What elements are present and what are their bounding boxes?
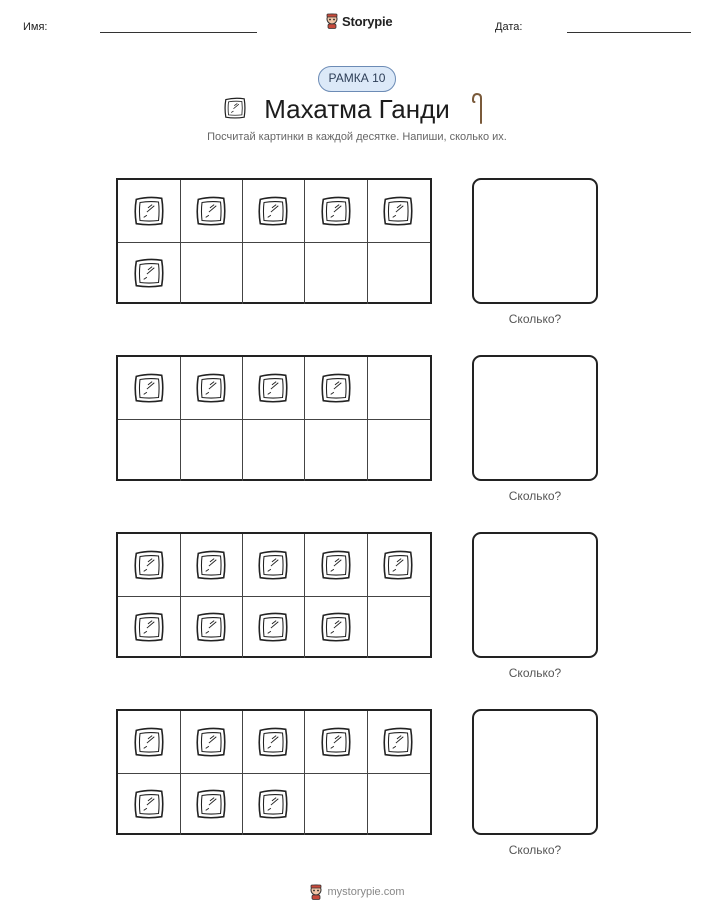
brand-logo bbox=[325, 13, 392, 29]
walking-stick-icon bbox=[470, 92, 484, 124]
glass-square-icon bbox=[318, 547, 354, 583]
ten-frame-cell bbox=[367, 357, 430, 420]
ten-frame-cell bbox=[118, 772, 181, 835]
glass-square-icon bbox=[193, 724, 229, 760]
ten-frame-cell bbox=[242, 241, 305, 304]
ten-frame-cell bbox=[242, 418, 305, 481]
ten-frame-cell bbox=[367, 180, 430, 243]
brand-name: Storypie bbox=[342, 13, 393, 29]
ten-frame-cell bbox=[367, 711, 430, 774]
glass-square-icon bbox=[380, 724, 416, 760]
ten-frame-cell bbox=[118, 241, 181, 304]
glass-square-icon bbox=[131, 547, 167, 583]
glass-square-icon bbox=[193, 370, 229, 406]
ten-frame bbox=[116, 178, 432, 304]
ten-frame-cell bbox=[118, 711, 181, 774]
glass-square-icon bbox=[193, 609, 229, 645]
glass-square-icon bbox=[131, 193, 167, 229]
glass-square-icon bbox=[380, 547, 416, 583]
glass-square-icon bbox=[255, 547, 291, 583]
ten-frame-cell bbox=[305, 357, 368, 420]
answer-box[interactable] bbox=[472, 355, 598, 481]
ten-frame bbox=[116, 532, 432, 658]
glass-square-icon bbox=[380, 193, 416, 229]
ten-frame-cell bbox=[305, 711, 368, 774]
glass-square-icon bbox=[131, 255, 167, 291]
ten-frame-cell bbox=[180, 595, 243, 658]
glass-square-icon bbox=[131, 370, 167, 406]
ten-frame-cell bbox=[118, 418, 181, 481]
glass-square-icon bbox=[255, 193, 291, 229]
frame-type-badge: РАМКА 10 bbox=[318, 66, 396, 92]
answer-box[interactable] bbox=[472, 178, 598, 304]
ten-frame-cell bbox=[367, 595, 430, 658]
worksheet-header bbox=[0, 0, 714, 50]
ten-frame-cell bbox=[180, 357, 243, 420]
ten-frame-cell bbox=[242, 534, 305, 597]
glass-square-icon bbox=[193, 547, 229, 583]
ten-frame-cell bbox=[242, 772, 305, 835]
title-row bbox=[0, 92, 714, 128]
ten-frame-cell bbox=[180, 180, 243, 243]
glass-square-icon bbox=[131, 786, 167, 822]
ten-frame-cell bbox=[305, 534, 368, 597]
ten-frame-cell bbox=[242, 595, 305, 658]
answer-label: Сколько? bbox=[508, 489, 562, 503]
glass-square-icon bbox=[255, 786, 291, 822]
glass-square-icon bbox=[193, 193, 229, 229]
ten-frame-cell bbox=[118, 180, 181, 243]
ten-frame-cell bbox=[118, 357, 181, 420]
glass-square-icon bbox=[255, 724, 291, 760]
glass-square-icon bbox=[318, 724, 354, 760]
ten-frame-cell bbox=[367, 418, 430, 481]
glass-square-icon bbox=[255, 609, 291, 645]
date-label: Дата: bbox=[495, 21, 523, 33]
storypie-mascot-icon bbox=[325, 13, 339, 29]
name-label: Имя: bbox=[23, 21, 48, 33]
answer-label: Сколько? bbox=[508, 666, 562, 680]
ten-frame-cell bbox=[180, 534, 243, 597]
ten-frame-cell bbox=[305, 418, 368, 481]
ten-frame-cell bbox=[367, 772, 430, 835]
ten-frame-cell bbox=[367, 534, 430, 597]
answer-box[interactable] bbox=[472, 532, 598, 658]
answer-label: Сколько? bbox=[508, 843, 562, 857]
ten-frame-cell bbox=[305, 241, 368, 304]
glass-square-icon bbox=[318, 193, 354, 229]
ten-frame-cell bbox=[305, 180, 368, 243]
glass-square-icon bbox=[222, 95, 248, 121]
glass-square-icon bbox=[318, 609, 354, 645]
ten-frame bbox=[116, 709, 432, 835]
answer-box[interactable] bbox=[472, 709, 598, 835]
footer-url: mystorypie.com bbox=[327, 886, 405, 898]
ten-frame-cell bbox=[305, 772, 368, 835]
glass-square-icon bbox=[318, 370, 354, 406]
name-write-line[interactable] bbox=[100, 32, 257, 33]
ten-frame-cell bbox=[242, 711, 305, 774]
ten-frame-cell bbox=[118, 595, 181, 658]
glass-square-icon bbox=[193, 786, 229, 822]
ten-frame-cell bbox=[180, 241, 243, 304]
glass-square-icon bbox=[255, 370, 291, 406]
glass-square-icon bbox=[131, 609, 167, 645]
ten-frame-cell bbox=[242, 180, 305, 243]
date-write-line[interactable] bbox=[567, 32, 691, 33]
ten-frame-cell bbox=[180, 711, 243, 774]
ten-frame-cell bbox=[180, 418, 243, 481]
ten-frame-cell bbox=[180, 772, 243, 835]
storypie-mascot-icon bbox=[309, 884, 323, 900]
ten-frame bbox=[116, 355, 432, 481]
instructions: Посчитай картинки в каждой десятке. Напиши, сколько их. bbox=[207, 131, 507, 143]
footer bbox=[0, 884, 714, 900]
ten-frame-cell bbox=[242, 357, 305, 420]
glass-square-icon bbox=[131, 724, 167, 760]
ten-frame-cell bbox=[305, 595, 368, 658]
ten-frame-cell bbox=[367, 241, 430, 304]
answer-label: Сколько? bbox=[508, 312, 562, 326]
ten-frame-cell bbox=[118, 534, 181, 597]
page-title: Махатма Ганди bbox=[264, 94, 450, 124]
